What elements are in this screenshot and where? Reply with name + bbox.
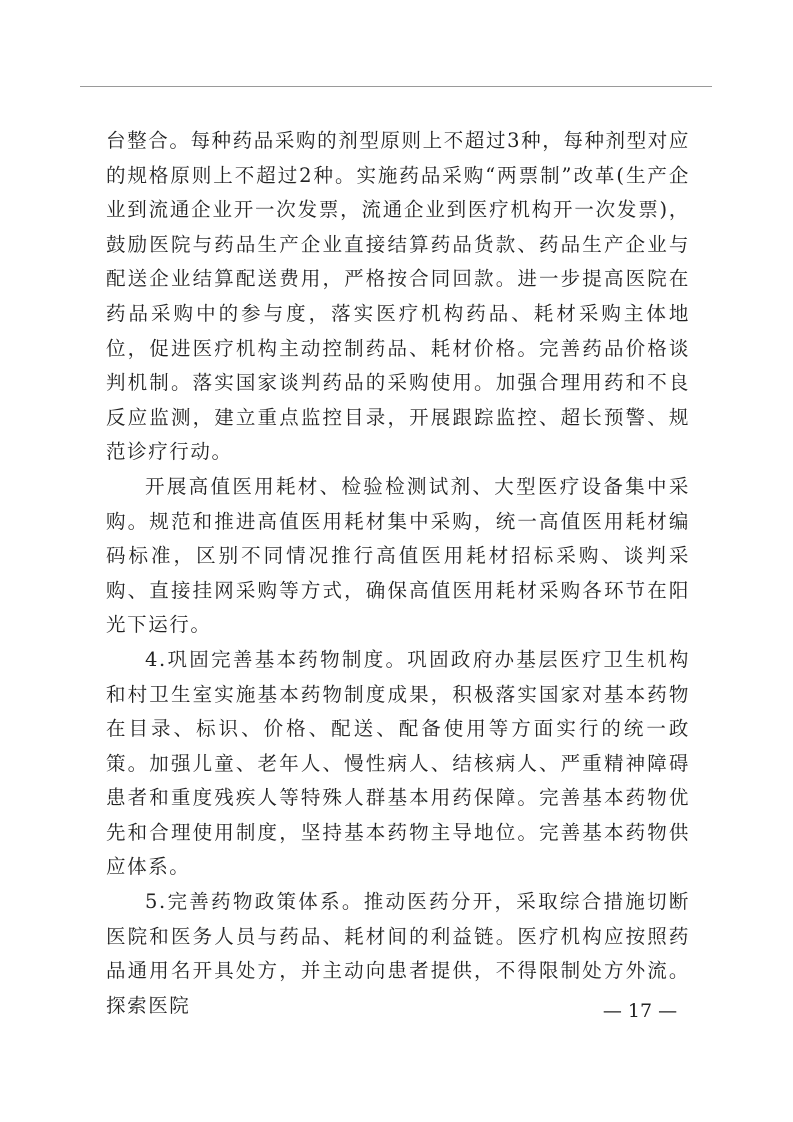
- paragraph-medical-consumables: 开展高值医用耗材、检验检测试剂、大型医疗设备集中采购。规范和推进高值医用耗材集中采购，统一高值医用耗材编码标准，区别不同情况推行高值医用耗材招标采购、谈判采购、直接挂网采购等方式，确保高值医用耗材采购各环节在阳光下运行。: [106, 474, 690, 637]
- body-text: [106, 124, 690, 1023]
- paragraph-continuation: 台整合。每种药品采购的剂型原则上不超过3种，每种剂型对应的规格原则上不超过2种。实施药品采购“两票制”改革(生产企业到流通企业开一次发票，流通企业到医疗机构开一次发票)，鼓励医院与药品生产企业直接结算药品货款、药品生产企业与配送企业结算配送费用，严格按合同回款。进一步提高医院在药品采购中的参与度，落实医疗机构药品、耗材采购主体地位，促进医疗机构主动控制药品、耗材价格。完善药品价格谈判机制。落实国家谈判药品的采购使用。加强合理用药和不良反应监测，建立重点监控目录，开展跟踪监控、超长预警、规范诊疗行动。: [106, 129, 690, 464]
- paragraph-essential-medicines: 4.巩固完善基本药物制度。巩固政府办基层医疗卫生机构和村卫生室实施基本药物制度成果，积极落实国家对基本药物在目录、标识、价格、配送、配备使用等方面实行的统一政策。加强儿童、老年人、慢性病人、结核病人、严重精神障碍患者和重度残疾人等特殊人群基本用药保障。完善基本药物优先和合理使用制度，坚持基本药物主导地位。完善基本药物供应体系。: [106, 647, 690, 879]
- page-number: — 17 —: [602, 1000, 678, 1022]
- paragraph-drug-policy: 5.完善药物政策体系。推动医药分开，采取综合措施切断医院和医务人员与药品、耗材间的利益链。医疗机构应按照药品通用名开具处方，并主动向患者提供，不得限制处方外流。探索医院: [106, 890, 690, 1017]
- header-rule: [80, 86, 712, 87]
